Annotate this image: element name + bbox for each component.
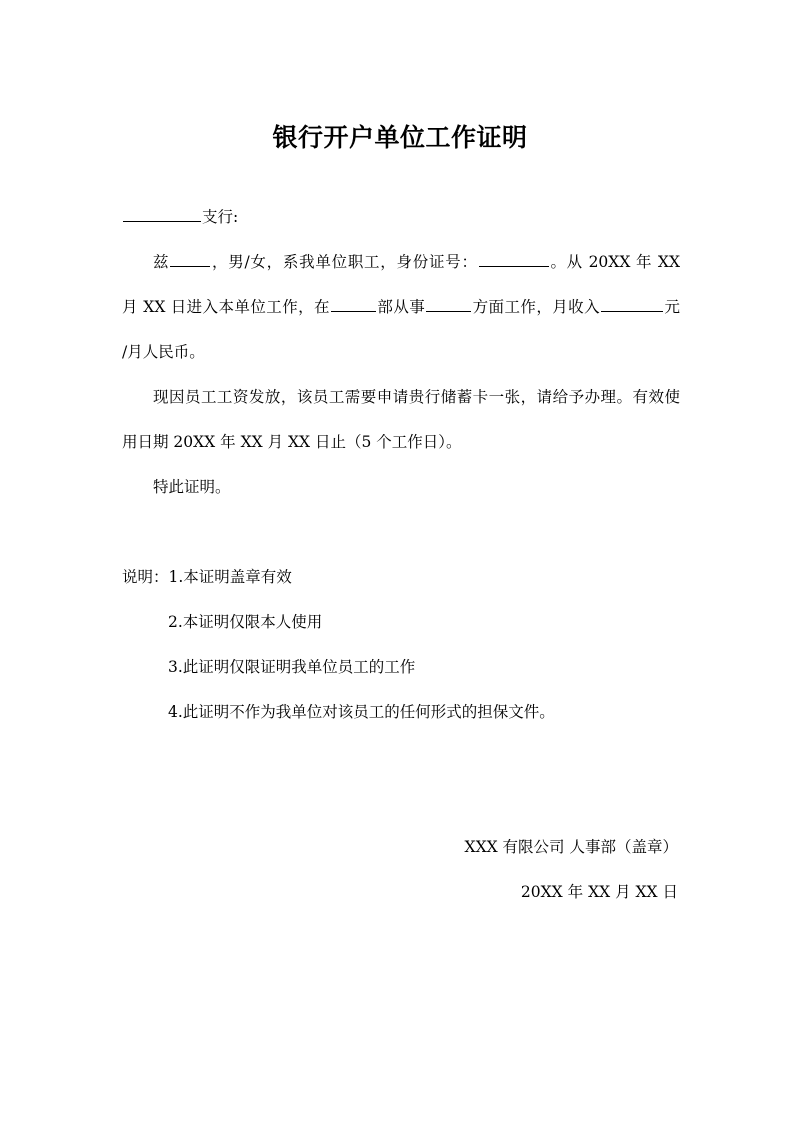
notes-label: 说明： xyxy=(122,568,169,586)
para2-line2: 用日期 20XX 年 XX 月 XX 日止（5 个工作日）。 xyxy=(122,433,462,451)
id-number-blank xyxy=(479,251,549,267)
document-title: 银行开户单位工作证明 xyxy=(272,123,528,152)
para2-line1: 现因员工工资发放，该员工需要申请贵行储蓄卡一张，请给予办理。有效使 xyxy=(153,388,680,406)
para1-line2 xyxy=(122,296,680,318)
note-item: 3.此证明仅限证明我单位员工的工作 xyxy=(168,658,416,676)
para1-line2-text4: 元 xyxy=(664,298,680,316)
para1-line1-text3: 。从 20XX 年 XX xyxy=(549,253,680,271)
note-item: 1.本证明盖章有效 xyxy=(168,568,292,586)
salutation-suffix: 支行: xyxy=(202,208,239,226)
para1-line2-text3: 方面工作，月收入 xyxy=(472,298,601,316)
signature-date: 20XX 年 XX 月 XX 日 xyxy=(520,883,678,901)
department-blank xyxy=(331,296,376,312)
salutation xyxy=(122,206,238,228)
income-blank xyxy=(601,296,663,312)
para1-line2-text1: 月 XX 日进入本单位工作，在 xyxy=(122,298,330,316)
para1-line1-text1: 兹 xyxy=(153,253,170,271)
para1-line2-text2: 部从事 xyxy=(376,298,426,316)
signature-company: XXX 有限公司 人事部（盖章） xyxy=(464,838,678,856)
para1-line1-text2: ，男/女，系我单位职工，身份证号： xyxy=(211,253,478,271)
para1-line3: /月人民币。 xyxy=(122,343,205,361)
closing-text: 特此证明。 xyxy=(153,478,231,496)
branch-blank xyxy=(123,206,201,222)
note-item: 2.本证明仅限本人使用 xyxy=(168,613,323,631)
field-blank xyxy=(426,296,471,312)
note-item: 4.此证明不作为我单位对该员工的任何形式的担保文件。 xyxy=(168,703,555,721)
notes-line1 xyxy=(122,566,292,588)
name-blank xyxy=(170,251,210,267)
para1-line1 xyxy=(153,251,680,273)
